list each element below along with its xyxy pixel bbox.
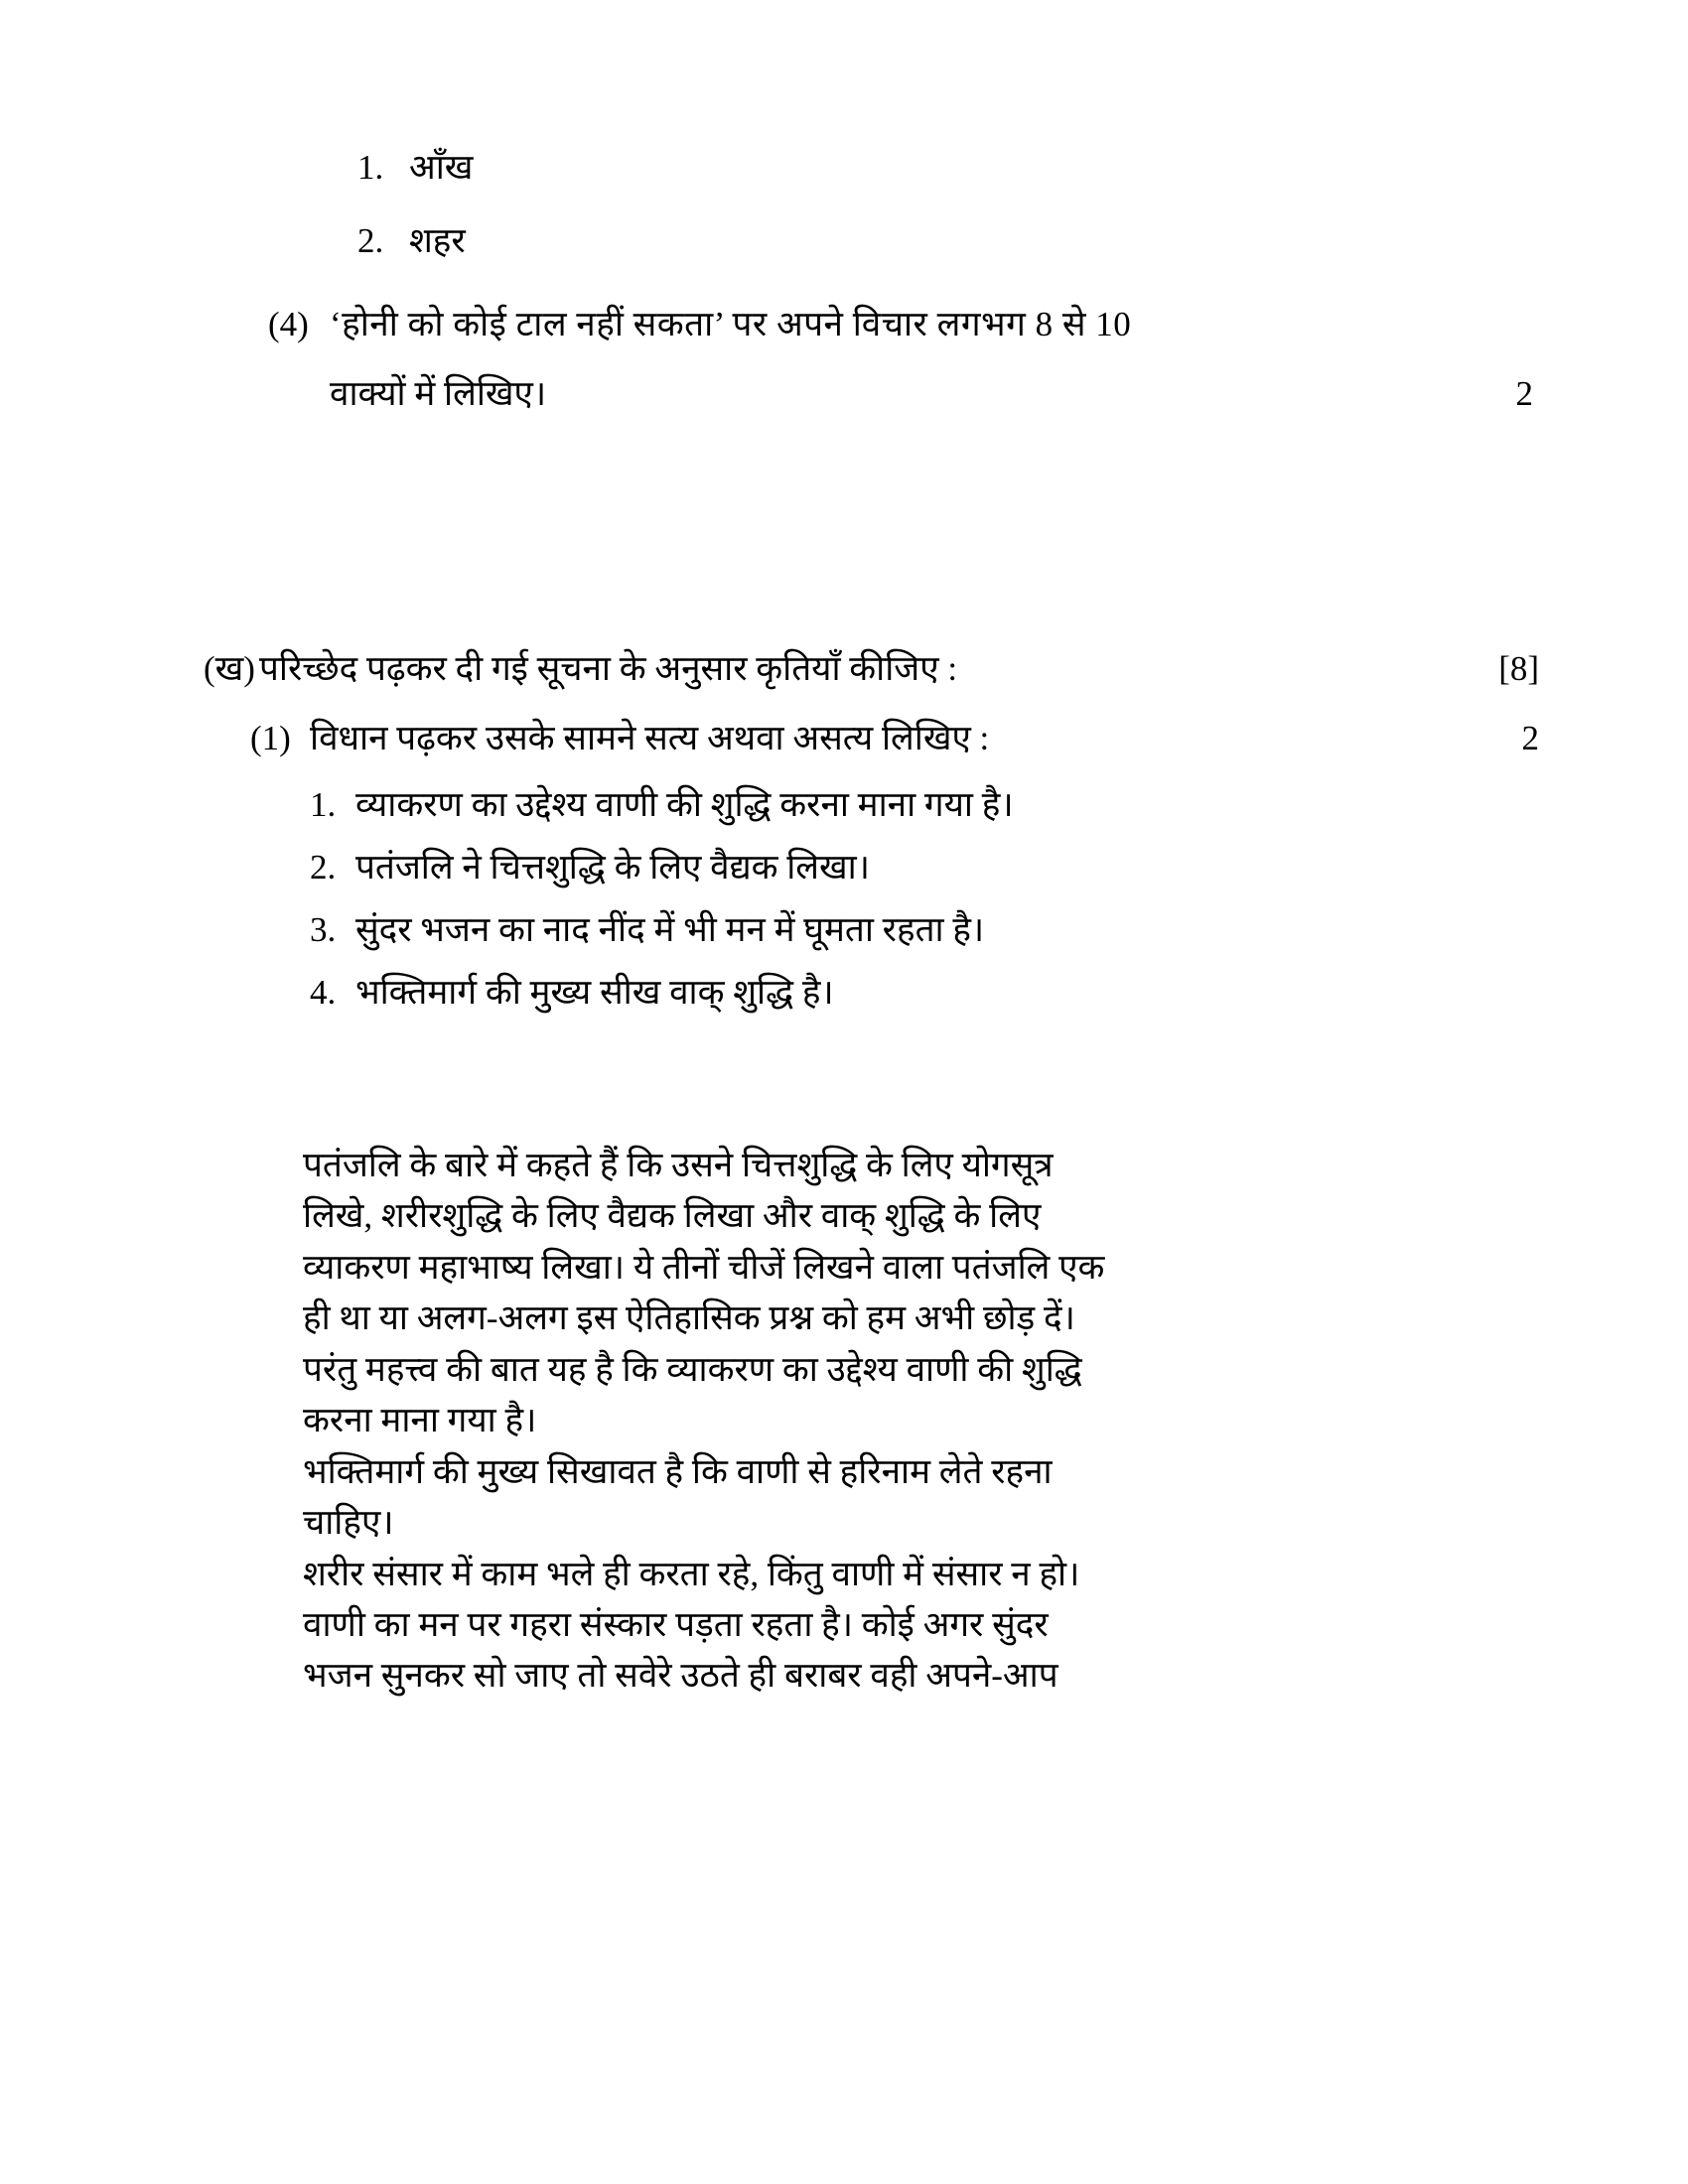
question-4-line-2 [268, 372, 1539, 416]
passage-paragraph-3 [303, 1549, 1544, 1702]
reading-passage [303, 1140, 1544, 1702]
statement-number: 2. [310, 848, 337, 887]
statement-text: व्याकरण का उद्देश्य वाणी की शुद्धि करना माना गया है। [355, 785, 1014, 824]
sub-question-1 [250, 717, 1539, 760]
question-4 [268, 303, 1539, 416]
sub-question-1-label: (1) [250, 719, 291, 757]
statement-text: सुंदर भजन का नाद नींद में भी मन में घूमता रहता है। [355, 910, 985, 949]
statement-item [310, 784, 1541, 826]
question-4-text-line-1: ‘होनी को कोई टाल नहीं सकता’ पर अपने विचार लगभग 8 से 10 [330, 305, 1132, 343]
statement-text: पतंजलि ने चित्तशुद्धि के लिए वैद्यक लिखा। [355, 848, 871, 887]
section-kh-marks: [8] [1498, 649, 1539, 688]
section-kh-text: परिच्छेद पढ़कर दी गई सूचना के अनुसार कृतियाँ कीजिए : [259, 649, 958, 688]
passage-line: परंतु महत्त्व की बात यह है कि व्याकरण का उद्देश्य वाणी की शुद्धि [303, 1349, 1082, 1389]
statement-number: 1. [310, 785, 337, 824]
passage-line: भक्तिमार्ग की मुख्य सिखावत है कि वाणी से हरिनाम लेते रहना [303, 1451, 1053, 1491]
list-item-number: 1. [357, 148, 384, 187]
statements-list [310, 784, 1541, 1034]
passage-line: वाणी का मन पर गहरा संस्कार पड़ता रहता है। कोई अगर सुंदर [303, 1604, 1049, 1644]
passage-line: शरीर संसार में काम भले ही करता रहे, किंतु वाणी में संसार न हो। [303, 1554, 1080, 1593]
statement-item [310, 909, 1541, 951]
sub-question-1-marks: 2 [1521, 719, 1539, 757]
passage-line: लिखे, शरीरशुद्धि के लिए वैद्यक लिखा और वाक् शुद्धि के लिए [303, 1196, 1042, 1236]
statement-text: भक्तिमार्ग की मुख्य सीख वाक् शुद्धि है। [355, 973, 834, 1012]
passage-line: चाहिए। [303, 1503, 394, 1543]
statement-number: 3. [310, 910, 337, 949]
statement-item [310, 972, 1541, 1014]
list-item [357, 147, 1251, 189]
passage-line: भजन सुनकर सो जाए तो सवेरे उठते ही बराबर वही अपने-आप [303, 1656, 1058, 1696]
passage-line: व्याकरण महाभाष्य लिखा। ये तीनों चीजें लिखने वाला पतंजलि एक [303, 1247, 1105, 1287]
statement-item [310, 847, 1541, 888]
statement-number: 4. [310, 973, 337, 1012]
section-kh-heading [204, 647, 1539, 691]
passage-line: ही था या अलग-अलग इस ऐतिहासिक प्रश्न को हम अभी छोड़ दें। [303, 1298, 1075, 1338]
question-4-label: (4) [268, 305, 309, 343]
sub-question-1-text: विधान पढ़कर उसके सामने सत्य अथवा असत्य लिखिए : [310, 719, 990, 757]
section-kh-label: (ख) [204, 649, 255, 688]
list-item [357, 220, 1251, 262]
question-4-text-line-2: वाक्यों में लिखिए। [330, 373, 547, 413]
answer-options-list [357, 147, 1251, 294]
passage-paragraph-2 [303, 1446, 1544, 1549]
list-item-text: शहर [409, 221, 466, 260]
question-4-line-1 [268, 303, 1539, 346]
passage-paragraph-1 [303, 1140, 1544, 1446]
list-item-text: आँख [409, 148, 474, 187]
passage-line: करना माना गया है। [303, 1401, 537, 1440]
passage-line: पतंजलि के बारे में कहते हैं कि उसने चित्तशुद्धि के लिए योगसूत्र [303, 1146, 1054, 1184]
list-item-number: 2. [357, 221, 384, 260]
question-4-marks: 2 [1515, 373, 1533, 413]
